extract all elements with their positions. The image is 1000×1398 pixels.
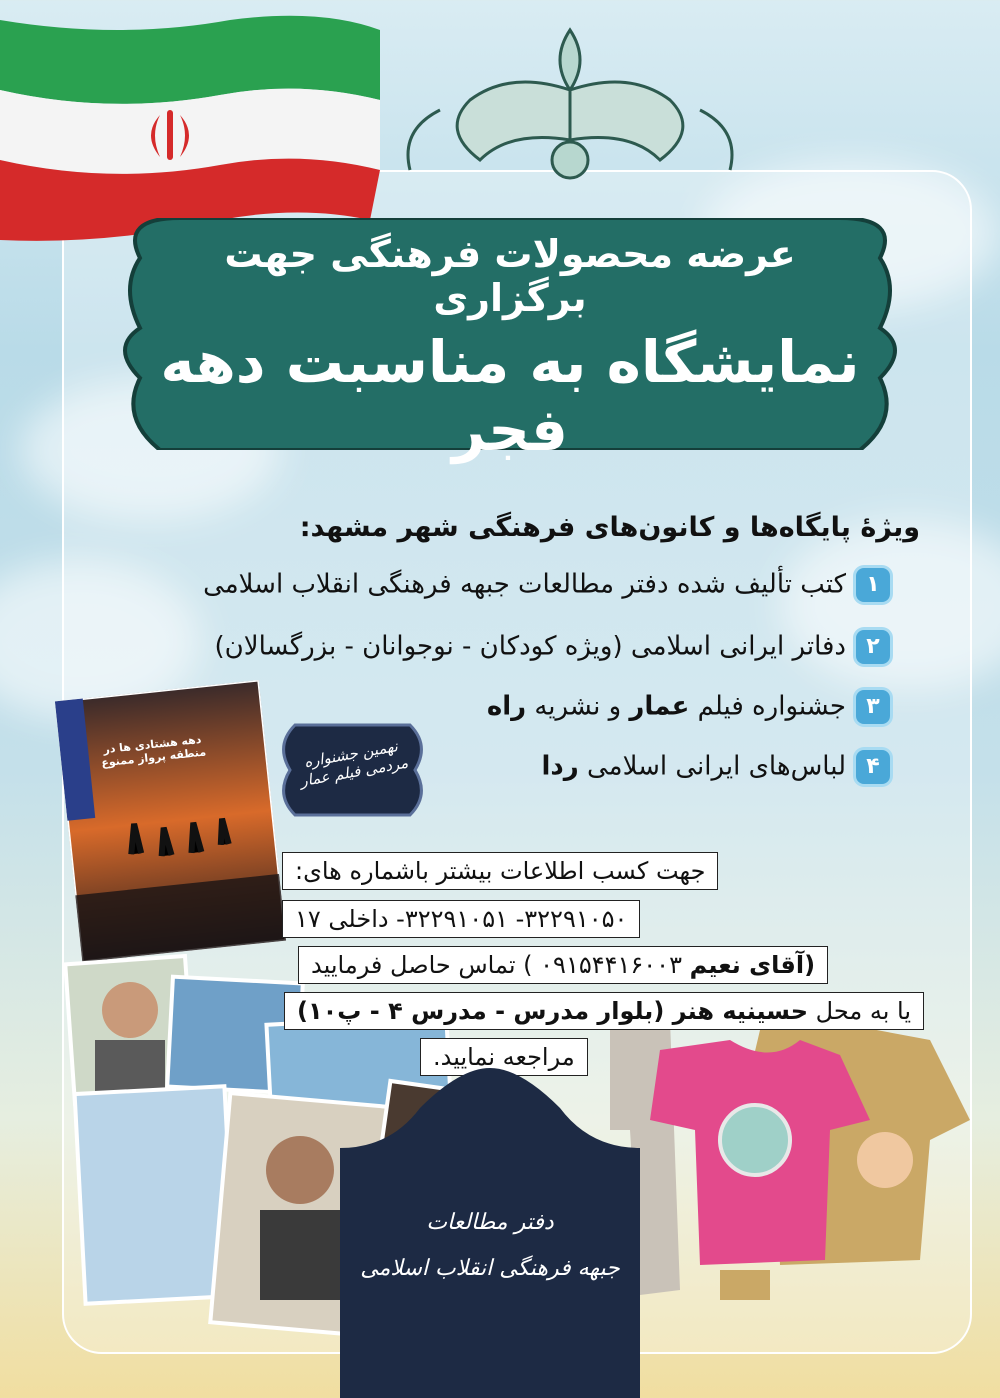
contact-line-3 (298, 946, 828, 984)
item-text: و نشریه (534, 691, 622, 722)
item-text: لباس‌های ایرانی اسلامی (587, 751, 846, 782)
number-badge: ۴ (856, 750, 890, 784)
item-bold-text: راه (486, 691, 527, 722)
book-title-text: دهه هشتادی ها در منطقه پرواز ممنوع (100, 732, 207, 770)
list-item (203, 568, 890, 602)
contact-line-5: مراجعه نمایید. (420, 1038, 588, 1076)
number-badge: ۳ (856, 690, 890, 724)
title-line-1: عرضه محصولات فرهنگی جهت برگزاری (224, 232, 796, 320)
item-bold-text: ردا (541, 751, 579, 782)
item-bold-text: عمار (629, 691, 690, 722)
list-item (487, 690, 890, 724)
contact-mobile-text: ۰۹۱۵۴۴۱۶۰۰۳ ) تماس حاصل فرمایید (311, 951, 682, 979)
number-badge: ۱ (856, 568, 890, 602)
contact-address-prefix: یا به محل (815, 997, 911, 1025)
contact-phone-numbers: ۳۲۲۹۱۰۵۰- ۳۲۲۹۱۰۵۱- داخلی ۱۷ (282, 900, 640, 938)
title-line-2: نمایشگاه به مناسبت دهه فجر (160, 328, 860, 464)
item-text: دفاتر ایرانی اسلامی (ویژه کودکان - نوجوانان - بزرگسالان) (214, 631, 846, 662)
list-item (542, 750, 891, 784)
festival-logo-text: نهمین جشنواره مردمی فیلم عمار (298, 737, 410, 791)
list-item (215, 630, 890, 664)
publisher-line-1: دفتر مطالعات (426, 1210, 554, 1235)
iran-flag-image (0, 0, 380, 250)
contact-line-1: جهت کسب اطلاعات بیشتر باشماره های: (282, 852, 718, 890)
item-text: کتب تألیف شده دفتر مطالعات جبهه فرهنگی انقلاب اسلامی (203, 569, 846, 600)
book-cover-image (55, 680, 286, 962)
contact-line-4 (284, 992, 924, 1030)
decorative-ornament-icon (380, 10, 760, 195)
number-badge: ۲ (856, 630, 890, 664)
contact-name: (آقای نعیم (689, 951, 816, 979)
item-text: جشنواره فیلم (697, 691, 846, 722)
contact-address: حسینیه هنر (بلوار مدرس - مدرس ۴ - پ۱۰) (297, 997, 809, 1025)
audience-heading: ویژهٔ پایگاه‌ها و کانون‌های فرهنگی شهر مشهد: (299, 512, 920, 543)
publisher-line-2: جبهه فرهنگی انقلاب اسلامی (360, 1256, 620, 1281)
clothing-products-image (600, 1010, 1000, 1300)
